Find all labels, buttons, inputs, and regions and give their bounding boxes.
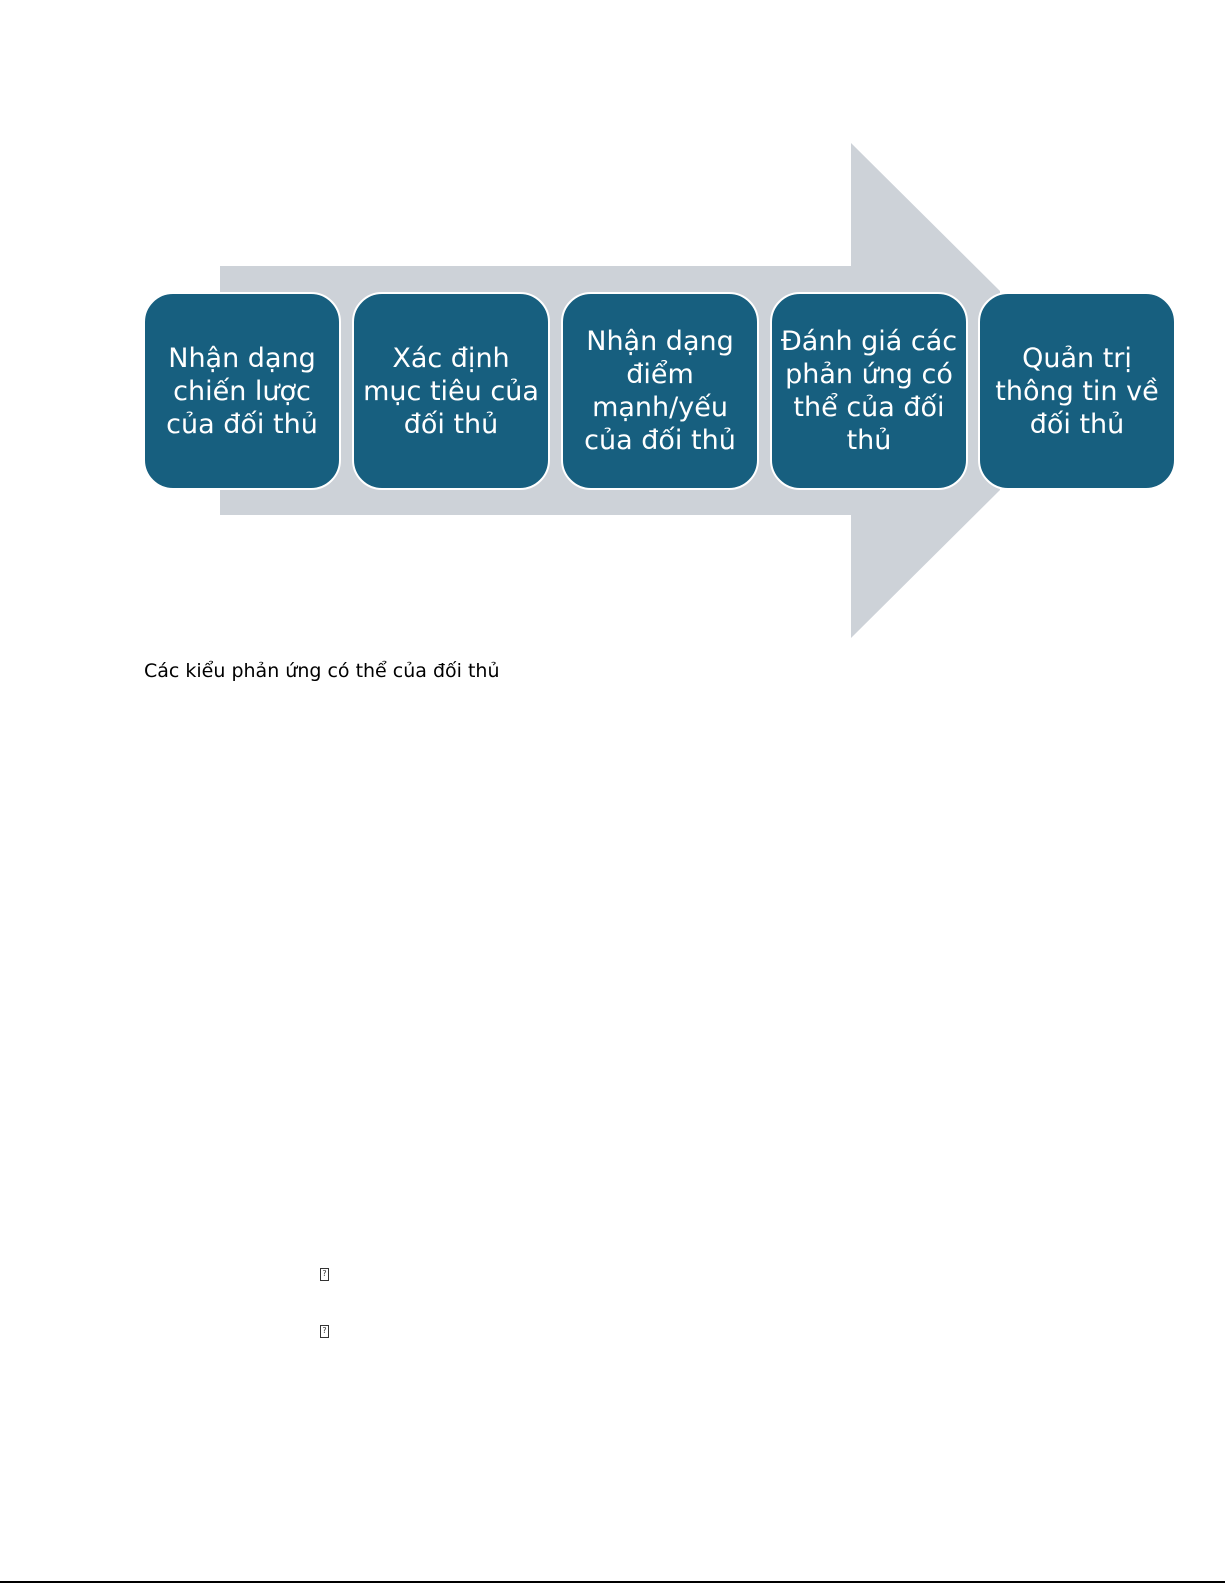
page-bottom-rule (0, 1581, 1225, 1583)
step-label-1: Nhận dạng chiến lược của đối thủ (166, 342, 318, 440)
step-label-4: Đánh giá các phản ứng có thể của đối thủ (780, 326, 958, 456)
step-box-1 (143, 292, 341, 490)
step-label-2: Xác định mục tiêu của đối thủ (363, 342, 539, 440)
step-box-5 (978, 292, 1176, 490)
step-box-2 (352, 292, 550, 490)
step-box-4 (770, 292, 968, 490)
step-label-5: Quản trị thông tin về đối thủ (995, 342, 1159, 440)
step-box-3 (561, 292, 759, 490)
section-caption: Các kiểu phản ứng có thể của đối thủ (144, 660, 500, 682)
missing-glyph-bullet-1: ? (320, 1268, 329, 1281)
missing-glyph-bullet-2: ? (320, 1325, 329, 1338)
step-label-3: Nhận dạng điểm mạnh/yếu của đối thủ (584, 326, 736, 456)
